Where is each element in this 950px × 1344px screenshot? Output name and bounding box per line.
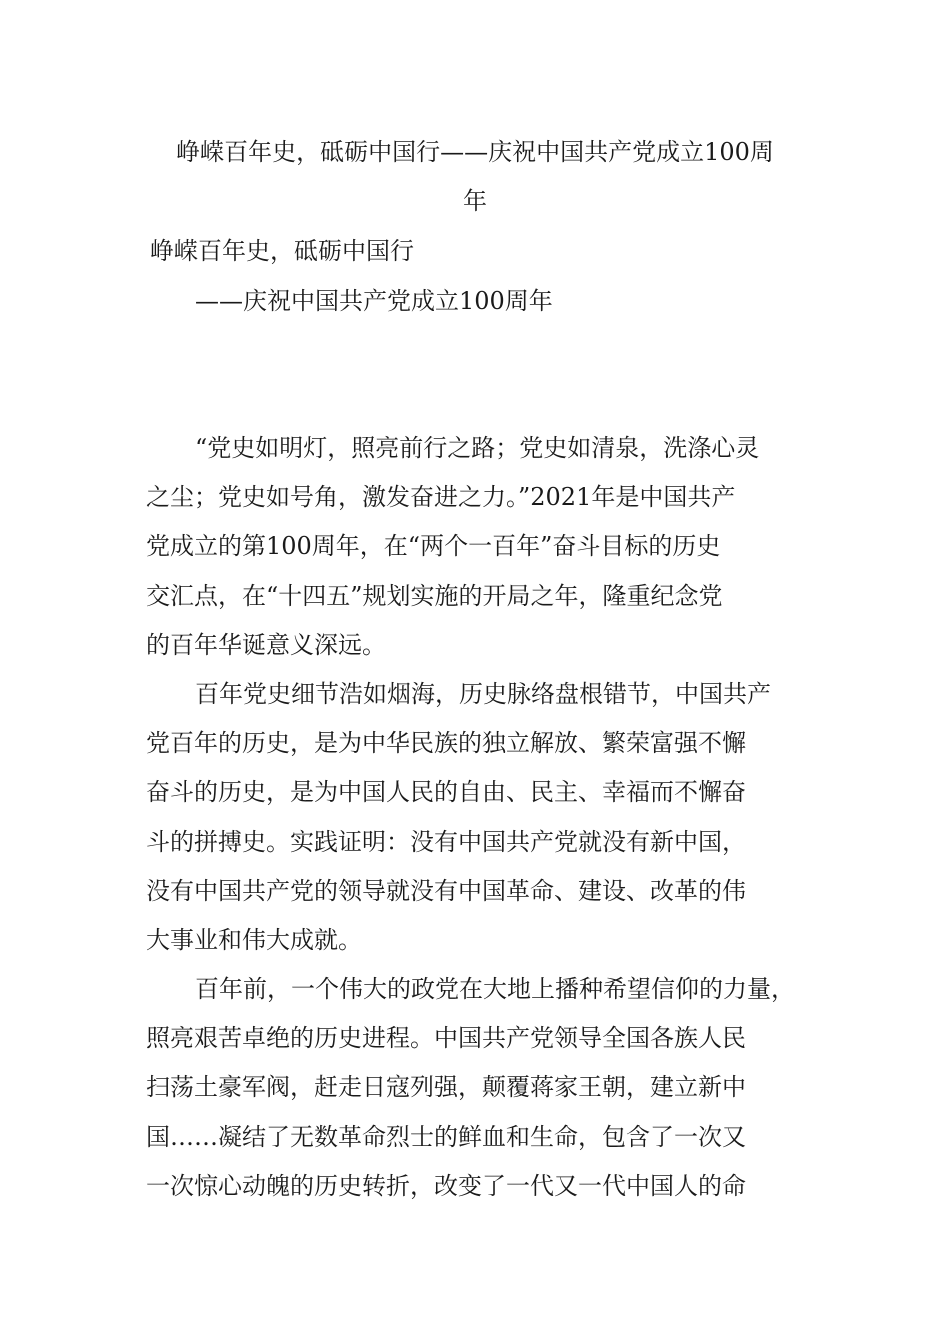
paragraph-line: 没有中国共产党的领导就没有中国革命、建设、改革的伟 [146, 876, 746, 905]
paragraph-line: 奋斗的历史，是为中国人民的自由、民主、幸福而不懈奋 [146, 778, 746, 807]
document-title-line-2: 年 [463, 187, 487, 215]
paragraph-line: 照亮艰苦卓绝的历史进程。中国共产党领导全国各族人民 [146, 1024, 746, 1053]
paragraph-line: “党史如明灯，照亮前行之路；党史如清泉，洗涤心灵 [195, 434, 760, 462]
paragraph-line: 大事业和伟大成就。 [146, 925, 362, 954]
paragraph-line: 百年前，一个伟大的政党在大地上播种希望信仰的力量， [195, 975, 795, 1004]
paragraph-1 [146, 431, 826, 677]
paragraph-line: 之尘；党史如号角，激发奋进之力。”2021年是中国共产 [146, 483, 736, 512]
heading-subtitle: ——庆祝中国共产党成立100周年 [195, 287, 553, 315]
heading-main: 峥嵘百年史，砥砺中国行 [150, 237, 414, 265]
paragraph-3 [146, 972, 826, 1218]
paragraph-line: 的百年华诞意义深远。 [146, 630, 386, 659]
paragraph-line: 交汇点，在“十四五”规划实施的开局之年，隆重纪念党 [146, 581, 723, 610]
body-text [146, 431, 826, 1218]
document-title-line-1: 峥嵘百年史，砥砺中国行——庆祝中国共产党成立100周 [176, 138, 774, 166]
paragraph-line: 党百年的历史，是为中华民族的独立解放、繁荣富强不懈 [146, 729, 746, 758]
paragraph-line: 扫荡土豪军阀，赶走日寇列强，颠覆蒋家王朝，建立新中 [146, 1073, 746, 1102]
paragraph-line: 党成立的第100周年，在“两个一百年”奋斗目标的历史 [146, 532, 721, 561]
paragraph-2 [146, 677, 826, 972]
paragraph-line: 斗的拼搏史。实践证明：没有中国共产党就没有新中国， [146, 827, 746, 856]
paragraph-line: 一次惊心动魄的历史转折，改变了一代又一代中国人的命 [146, 1171, 746, 1200]
paragraph-line: 国……凝结了无数革命烈士的鲜血和生命，包含了一次又 [146, 1122, 746, 1151]
paragraph-line: 百年党史细节浩如烟海，历史脉络盘根错节，中国共产 [195, 679, 771, 708]
